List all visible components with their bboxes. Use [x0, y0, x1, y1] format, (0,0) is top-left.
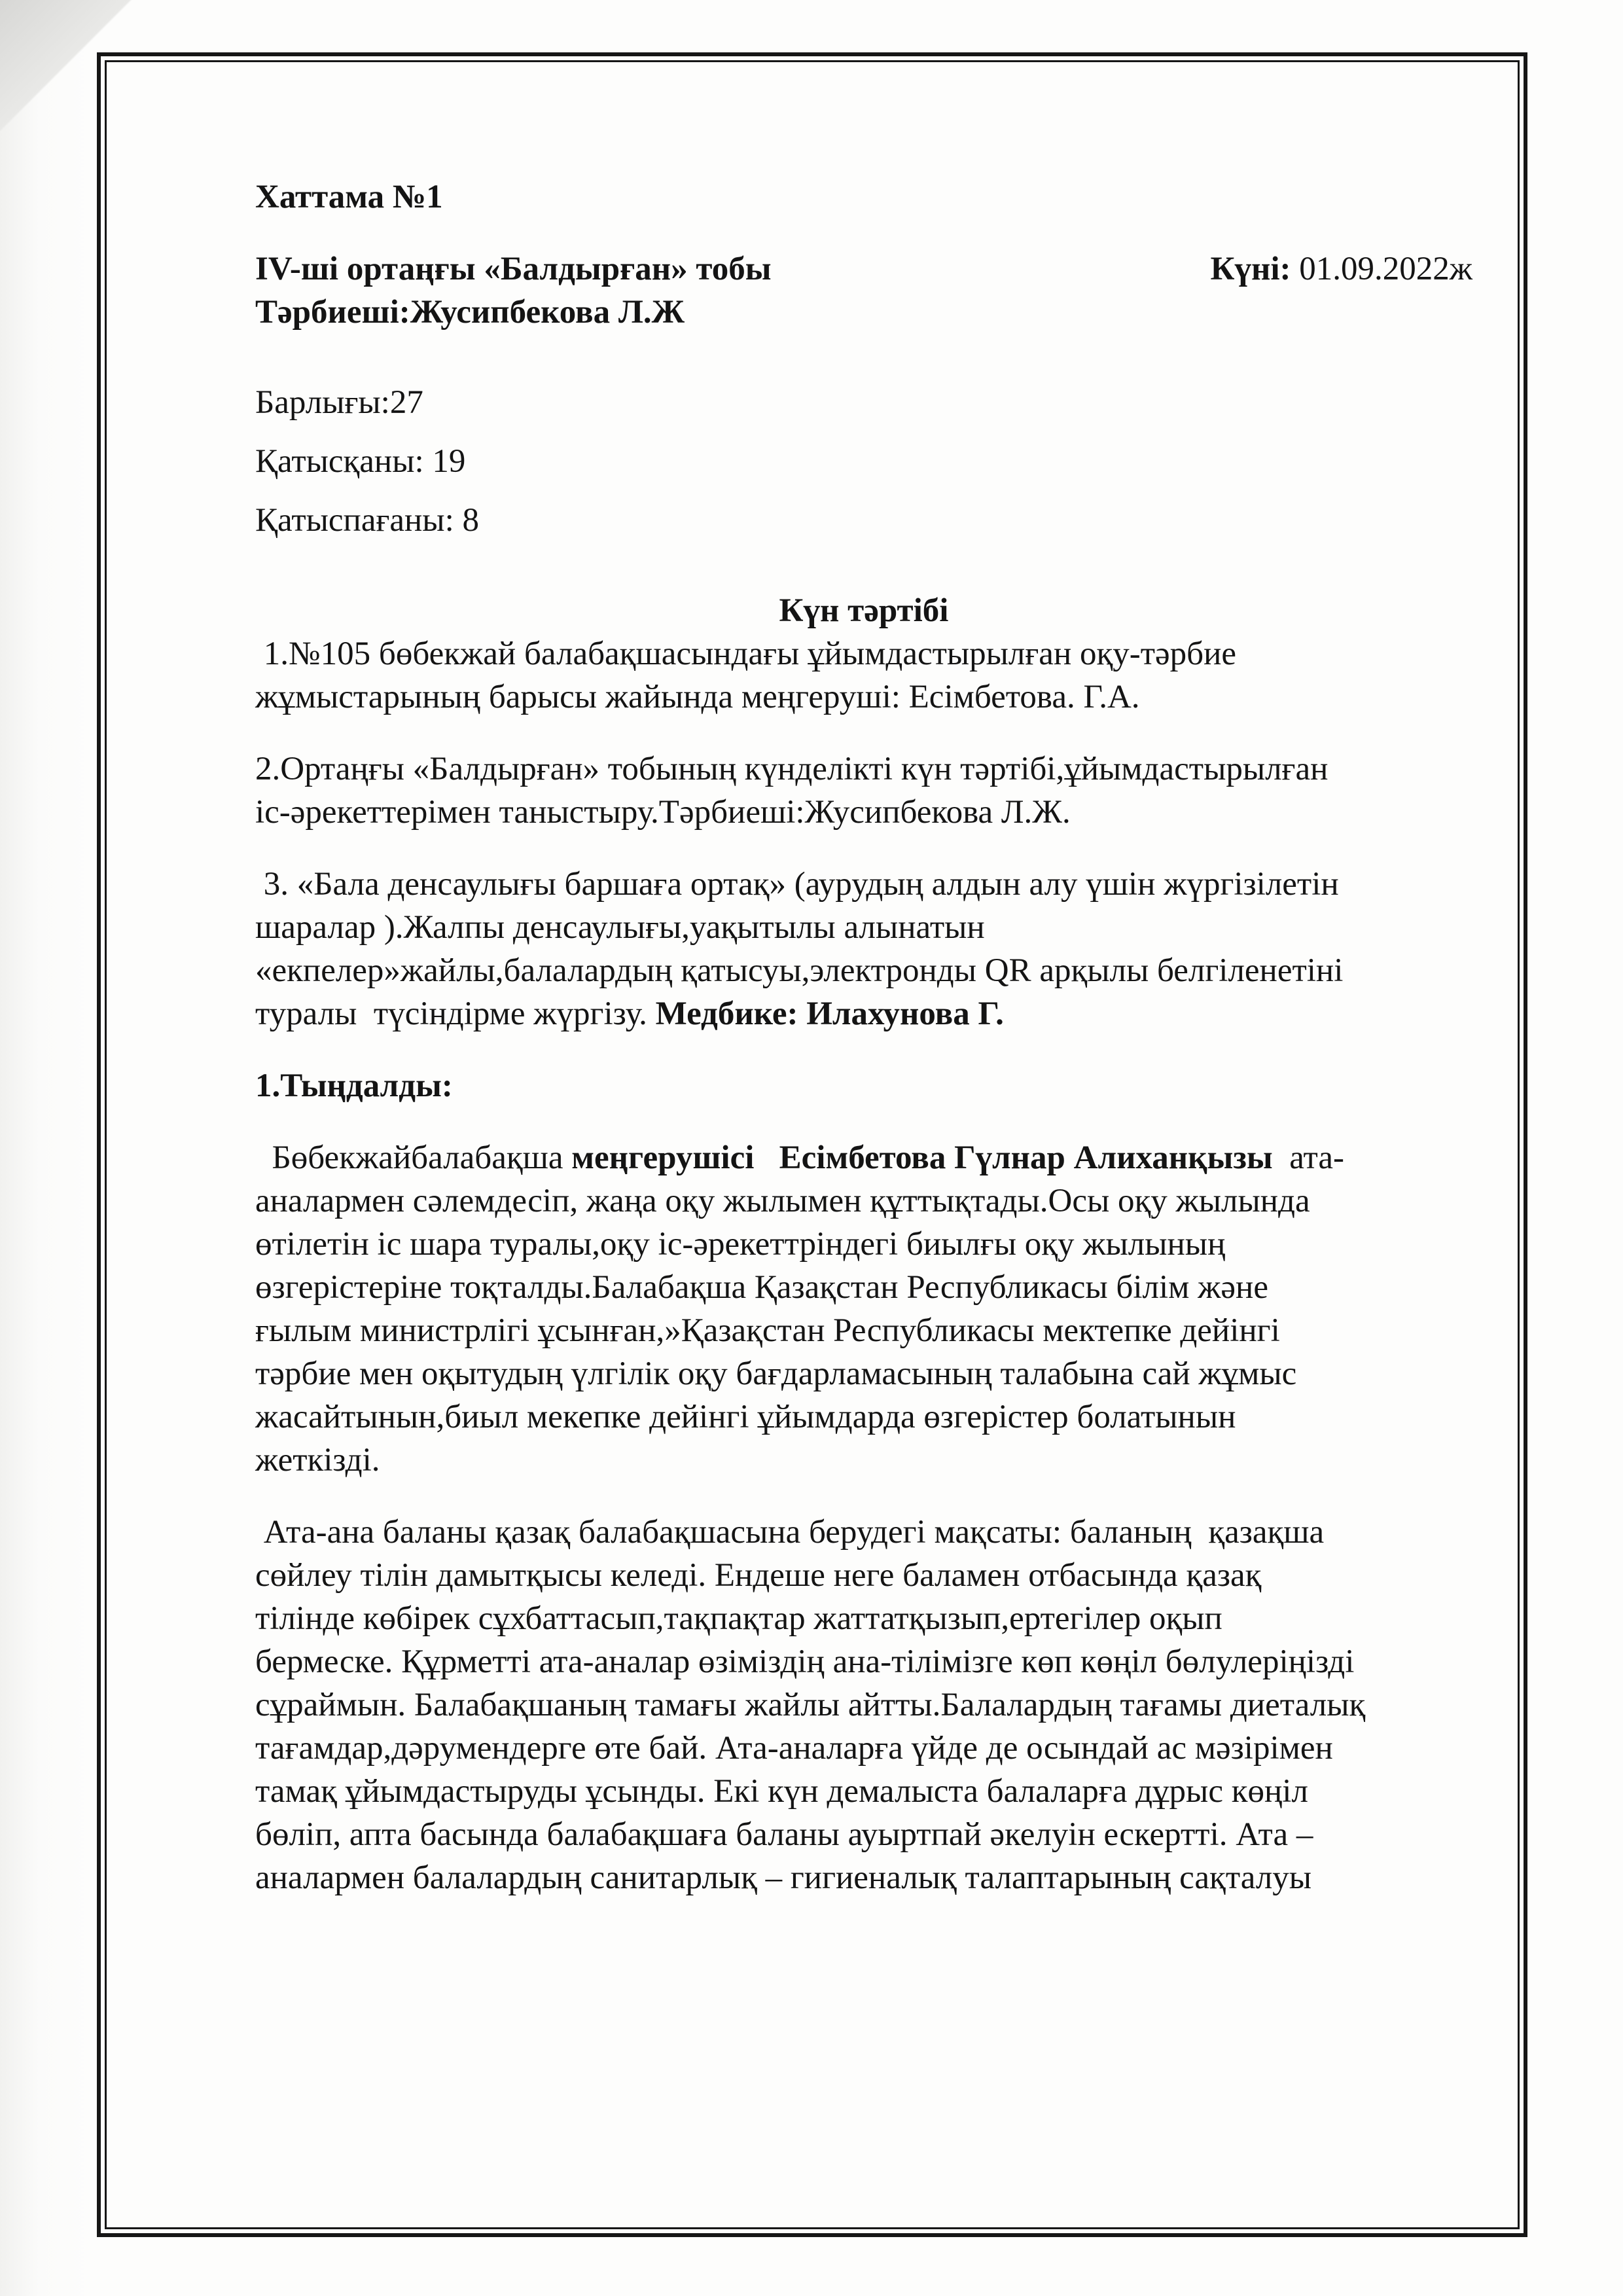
paragraph-line: тілінде көбірек сұхбаттасып,тақпақтар жаттатқызып,ертегілер оқып — [255, 1600, 1222, 1637]
heard-paragraph-1-line-1: Бөбекжайбалабақша меңгерушісі Есімбетова Гүлнар Алиханқызы ата- — [255, 1139, 1345, 1176]
paragraph-line: жеткізді. — [255, 1442, 380, 1479]
paragraph-line: сөйлеу тілін дамытқысы келеді. Ендеше неге баламен отбасында қазақ — [255, 1557, 1262, 1594]
agenda-heading: Күн тәртібі — [779, 592, 949, 629]
group-date-row — [255, 247, 1472, 291]
attendance-absent: Қатыспағаны: 8 — [255, 502, 479, 539]
paragraph-line: аналармен сәлемдесіп, жаңа оқу жылымен құттықтады.Осы оқу жылында — [255, 1183, 1310, 1219]
agenda-item-2-line-1: 2.Ортаңғы «Балдырған» тобының күнделікті күн тәртібі,ұйымдастырылған — [255, 751, 1329, 787]
paragraph-line: бөліп, апта басында балабақшаға баланы ауыртпай әкелуін ескертті. Ата – — [255, 1816, 1313, 1853]
agenda-item-3-line-2: шаралар ).Жалпы денсаулығы,уақытылы алынатын — [255, 909, 985, 946]
meeting-date: Күні: 01.09.2022ж — [1210, 251, 1472, 287]
teacher-name: Тәрбиеші:Жусипбекова Л.Ж — [255, 294, 685, 331]
agenda-item-1-line-1: 1.№105 бөбекжай балабақшасындағы ұйымдастырылған оқу-тәрбие — [255, 636, 1237, 672]
heard-paragraph-1 — [255, 1179, 1472, 1482]
agenda-item-3-line-3: «екпелер»жайлы,балалардың қатысуы,электронды QR арқылы белгіленетіні — [255, 952, 1344, 989]
paragraph-line: аналармен балалардың санитарлық – гигиеналық талаптарының сақталуы — [255, 1859, 1312, 1896]
paragraph-line: өзгерістеріне тоқталды.Балабақша Қазақстан Республикасы білім және — [255, 1269, 1268, 1306]
paragraph-line: Ата-ана баланы қазақ балабақшасына берудегі мақсаты: баланың қазақша — [255, 1514, 1325, 1551]
heard-heading: 1.Тыңдалды: — [255, 1067, 453, 1104]
agenda-item-3-line-4: туралы түсіндірме жүргізу. Медбике: Илахунова Г. — [255, 996, 1004, 1032]
document-body — [255, 175, 1472, 1899]
paragraph-line: жасайтынын,биыл мекепке дейінгі ұйымдарда өзгерістер болатынын — [255, 1399, 1236, 1435]
paragraph-line: тамақ ұйымдастыруды ұсынды. Екі күн демалыста балаларға дұрыс көңіл — [255, 1773, 1308, 1810]
paragraph-line: сұраймын. Балабақшаның тамағы жайлы айтты.Балалардың тағамы диеталық — [255, 1687, 1366, 1723]
paragraph-line: ғылым министрлігі ұсынған,»Қазақстан Республикасы мектепке дейінгі — [255, 1312, 1280, 1349]
agenda-item-3-line-1: 3. «Бала денсаулығы баршаға ортақ» (аурудың алдын алу үшін жүргізілетін — [255, 866, 1339, 903]
agenda-item-2-line-2: іс-әрекеттерімен таныстыру.Тәрбиеші:Жусипбекова Л.Ж. — [255, 794, 1071, 831]
group-line: IV-ші ортаңғы «Балдырған» тобы — [255, 251, 772, 287]
paragraph-line: тәрбие мен оқытудың үлгілік оқу бағдарламасының талабына сай жұмыс — [255, 1355, 1297, 1392]
paragraph-line: өтілетін іс шара туралы,оқу іс-әрекеттріндегі биылғы оқу жылының — [255, 1226, 1226, 1263]
paragraph-line: бермеске. Құрметті ата-аналар өзіміздің ана-тілімізге көп көңіл бөлулеріңізді — [255, 1643, 1355, 1680]
heard-paragraph-2 — [255, 1511, 1472, 1899]
protocol-title: Хаттама №1 — [255, 179, 443, 215]
attendance-present: Қатысқаны: 19 — [255, 443, 466, 480]
attendance-total: Барлығы:27 — [255, 384, 423, 421]
paragraph-line: тағамдар,дәрумендерге өте бай. Ата-аналарға үйде де осындай ас мәзірімен — [255, 1730, 1333, 1767]
agenda-item-1-line-2: жұмыстарының барысы жайында меңгеруші: Есімбетова. Г.А. — [255, 679, 1140, 715]
